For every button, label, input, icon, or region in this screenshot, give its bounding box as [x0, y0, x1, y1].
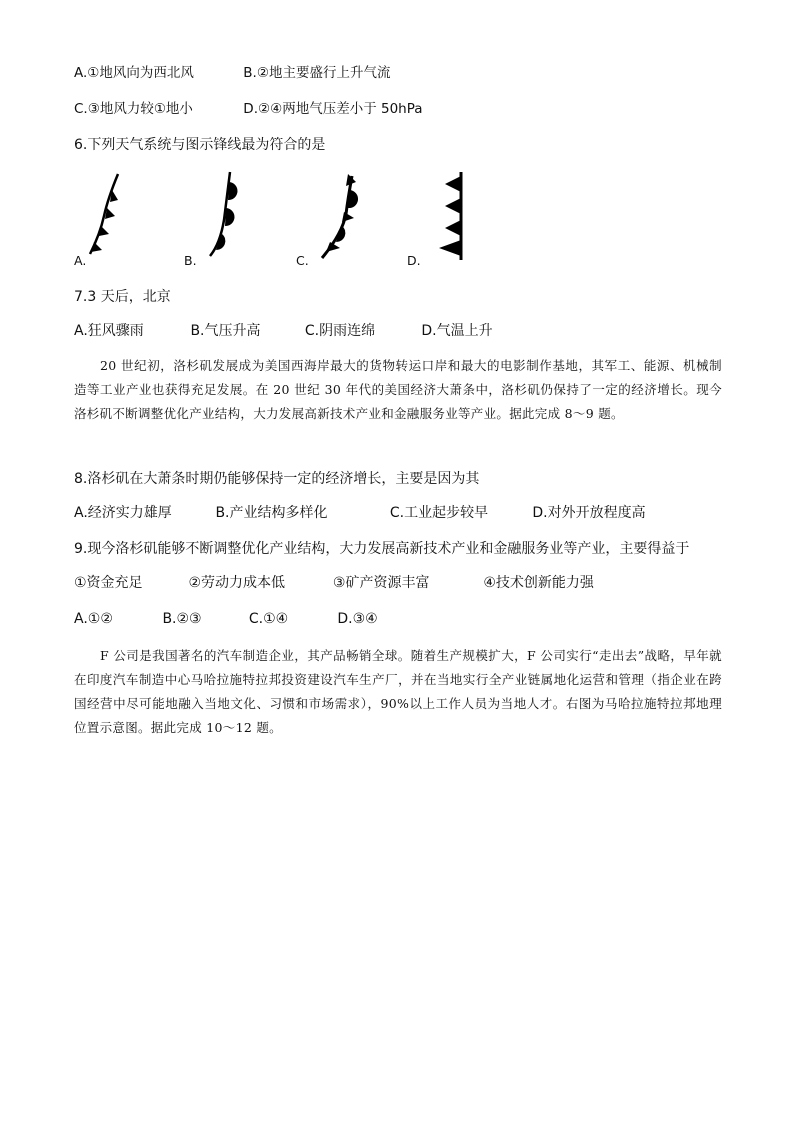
- q9-item-1: ①资金充足: [74, 575, 143, 591]
- q8-stem: 8.洛杉矶在大萧条时期仍能够保持一定的经济增长，主要是因为其: [74, 471, 480, 487]
- q7-option-d: D.气温上升: [421, 323, 493, 339]
- q5-option-b: B.②地主要盛行上升气流: [243, 65, 391, 81]
- q5-options-row-1: [74, 64, 390, 82]
- occluded-front-icon: [421, 168, 491, 260]
- q6-figure-c-label: C.: [296, 253, 309, 268]
- q5-options-row-2: [74, 100, 423, 118]
- q6-figure-a-label: A.: [74, 253, 87, 268]
- q9-stem: 9.现今洛杉矶能够不断调整优化产业结构，大力发展高新技术产业和金融服务业等产业，主要得益于: [74, 541, 690, 557]
- q9-item-3: ③矿产资源丰富: [332, 575, 430, 591]
- q8-option-a: A.经济实力雄厚: [74, 505, 172, 521]
- q8-option-b: B.产业结构多样化: [215, 505, 328, 521]
- q9-option-a: A.①②: [74, 611, 113, 627]
- cold-front-icon: [74, 168, 134, 260]
- passage-f-company-text: F 公司是我国著名的汽车制造企业，其产品畅销全球。随着生产规模扩大，F 公司实行“走出去”战略，早年就在印度汽车制造中心马哈拉施特拉邦投资建设汽车生产厂，并在当地实行全产业链属地化运营和管理（指企业在跨国经营中尽可能地融入当地文化、习惯和市场需求），90%以上工作人员为当地人才。右图为马哈拉施特拉邦地理位置示意图。据此完成 10～12 题。: [74, 648, 722, 735]
- q9-option-b: B.②③: [162, 611, 202, 627]
- q5-option-d: D.②④两地气压差小于 50hPa: [243, 101, 423, 117]
- q6-figure-d: [407, 168, 477, 268]
- q9-items: [74, 574, 594, 592]
- passage-los-angeles: [74, 354, 722, 426]
- q9-item-4: ④技术创新能力强: [483, 575, 594, 591]
- q8-option-d: D.对外开放程度高: [532, 505, 646, 521]
- q6-figure-a: [74, 168, 134, 268]
- q7-option-c: C.阴雨连绵: [304, 323, 376, 339]
- q7-option-b: B.气压升高: [190, 323, 261, 339]
- q6-stem: 6.下列天气系统与图示锋线最为符合的是: [74, 137, 326, 153]
- q6-figure-c: [296, 168, 376, 268]
- q5-option-a: A.①地风向为西北风: [74, 65, 194, 81]
- q6-figure-d-label: D.: [407, 253, 421, 268]
- q9-option-d: D.③④: [337, 611, 378, 627]
- q9-option-c: C.①④: [248, 611, 289, 627]
- q7-option-a: A.狂风骤雨: [74, 323, 144, 339]
- q8-option-c: C.工业起步较早: [389, 505, 489, 521]
- warm-front-icon: [192, 168, 262, 260]
- passage-los-angeles-text: 20 世纪初，洛杉矶发展成为美国西海岸最大的货物转运口岸和最大的电影制作基地，其军工、能源、机械制造等工业产业也获得充足发展。在 20 世纪 30 年代的美国经济大萧条中，洛杉矶仍保持了一定的经济增长。现今洛杉矶不断调整优化产业结构，大力发展高新技术产业和金融服务业等产业。据此完成 8～9 题。: [74, 358, 722, 421]
- passage-f-company: [74, 644, 722, 740]
- q8-options: [74, 504, 646, 522]
- q6-figure-b-label: B.: [184, 253, 197, 268]
- q5-option-c: C.③地风力较①地小: [74, 101, 193, 117]
- q9-item-2: ②劳动力成本低: [188, 575, 286, 591]
- q7-stem: 7.3 天后，北京: [74, 289, 171, 305]
- q7-options: [74, 322, 493, 340]
- q9-options: [74, 610, 378, 628]
- q6-figure-b: [184, 168, 254, 268]
- stationary-front-icon: [308, 168, 388, 260]
